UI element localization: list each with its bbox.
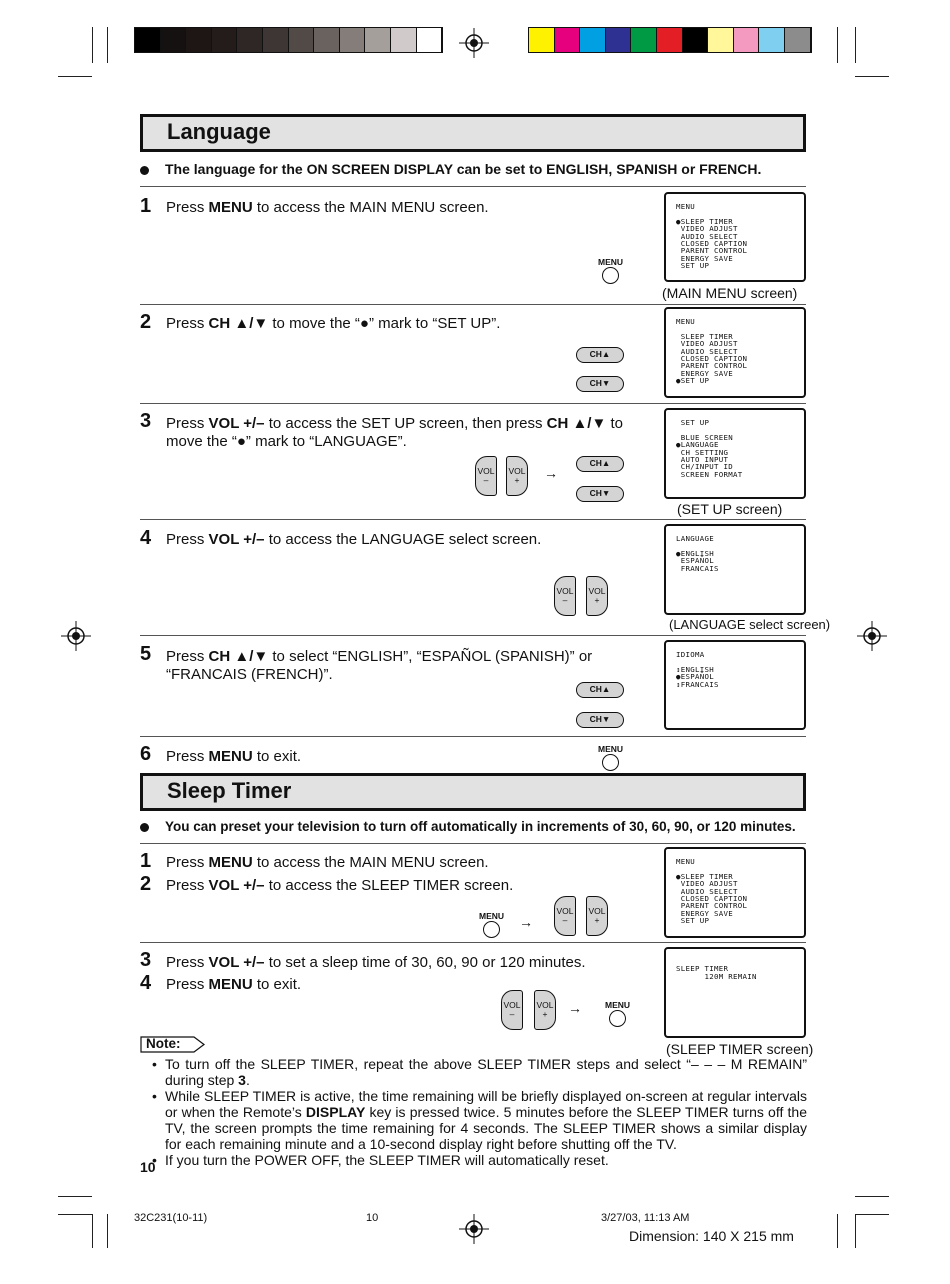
screen-line: SET UP xyxy=(676,916,710,926)
screen-line: SCREEN FORMAT xyxy=(676,469,743,479)
notes-list xyxy=(152,1056,807,1168)
step-number: 2 xyxy=(140,311,152,333)
crop-mark xyxy=(107,27,108,63)
color-swatch xyxy=(631,28,657,52)
color-swatch xyxy=(606,28,632,52)
ch-up-button[interactable]: CH▲ xyxy=(576,347,624,363)
crop-mark xyxy=(855,1214,856,1248)
gray-swatch xyxy=(340,28,366,52)
screen-line: AUDIO SELECT xyxy=(676,346,738,356)
registration-mark-icon xyxy=(61,621,91,651)
arrow-icon: → xyxy=(568,1000,582,1016)
footer-dimension: Dimension: 140 X 215 mm xyxy=(629,1228,794,1244)
screen-line: ↕FRANCAIS xyxy=(676,679,719,689)
menu-button[interactable] xyxy=(602,267,619,284)
language-section-title: Language xyxy=(140,114,806,152)
screen-line: MENU xyxy=(676,317,695,326)
screen-line: SLEEP TIMER xyxy=(676,964,729,974)
screen-line: VIDEO ADJUST xyxy=(676,339,738,349)
screen-line: CLOSED CAPTION xyxy=(676,239,748,249)
crop-mark xyxy=(855,27,856,63)
note-item: • To turn off the SLEEP TIMER, repeat the above SLEEP TIMER steps and select “– – – M REMAIN” during step 3. xyxy=(152,1056,807,1088)
screen-line: AUDIO SELECT xyxy=(676,886,738,896)
crop-mark xyxy=(855,76,889,77)
gray-swatch xyxy=(135,28,161,52)
screen-line: LANGUAGE xyxy=(676,534,714,543)
setup-screen xyxy=(664,408,806,499)
step-number: 5 xyxy=(140,643,152,665)
step-text: Press CH ▲/▼ to move the “●” mark to “SET UP”. xyxy=(166,315,501,332)
screen-line: FRANCAIS xyxy=(676,563,719,573)
screen-line: ●SLEEP TIMER xyxy=(676,871,733,881)
menu-button-label: MENU xyxy=(598,257,624,267)
ch-up-button[interactable]: CH▲ xyxy=(576,682,624,698)
screen-line: SET UP xyxy=(676,261,710,271)
sleep-timer-section-title: Sleep Timer xyxy=(140,773,806,811)
color-swatch xyxy=(529,28,555,52)
color-swatch xyxy=(657,28,683,52)
step-number: 2 xyxy=(140,873,152,895)
menu-button[interactable] xyxy=(483,921,500,938)
ch-down-button[interactable]: CH▼ xyxy=(576,376,624,392)
screen-line: IDIOMA xyxy=(676,650,705,659)
screen-line: CLOSED CAPTION xyxy=(676,354,748,364)
step-text: Press MENU to access the MAIN MENU screen. xyxy=(166,854,489,871)
crop-mark xyxy=(837,1214,838,1248)
screen-line: PARENT CONTROL xyxy=(676,901,748,911)
vol-plus-button[interactable]: VOL + xyxy=(586,576,608,616)
crop-mark xyxy=(107,1214,108,1248)
step-number: 4 xyxy=(140,527,152,549)
screen-line: ●LANGUAGE xyxy=(676,440,719,450)
language-intro: The language for the ON SCREEN DISPLAY can be set to ENGLISH, SPANISH or FRENCH. xyxy=(140,161,761,177)
screen-line: ENERGY SAVE xyxy=(676,368,733,378)
footer-job: 32C231(10-11) xyxy=(134,1212,208,1224)
screen-line: VIDEO ADJUST xyxy=(676,879,738,889)
screen-line: CH SETTING xyxy=(676,447,729,457)
color-swatch xyxy=(785,28,811,52)
menu-button-label: MENU xyxy=(605,1000,631,1010)
step-number: 4 xyxy=(140,972,152,994)
step-text: Press VOL +/– to access the SET UP screen, then press CH ▲/▼ to move the “●” mark to “LANGUAGE”. xyxy=(166,415,624,450)
crop-mark xyxy=(92,1214,93,1248)
arrow-icon: → xyxy=(544,465,558,481)
screen-line: AUTO INPUT xyxy=(676,455,729,465)
screen-line: AUDIO SELECT xyxy=(676,231,738,241)
vol-minus-button[interactable]: VOL – xyxy=(554,896,576,936)
screen-line: SLEEP TIMER xyxy=(676,331,733,341)
gray-swatch xyxy=(212,28,238,52)
arrow-icon: → xyxy=(519,914,533,930)
crop-mark xyxy=(58,1196,92,1197)
note-item: • While SLEEP TIMER is active, the time remaining will be briefly displayed on-screen at regular intervals or when the Remote’s DISPLAY key is pressed twice. 5 minutes before the SLEEP TIMER turns off the TV, the screen prompts the time remaining for 4 seconds. The SLEEP TIMER shows a similar display for each remaining minute and a 10-second display right before shutting off the TV. xyxy=(152,1088,807,1152)
main-menu-setup-screen xyxy=(664,307,806,398)
registration-mark-icon xyxy=(459,1214,489,1244)
main-menu-screen xyxy=(664,192,806,282)
gray-scale-bar xyxy=(134,27,443,53)
screen-line: ●SLEEP TIMER xyxy=(676,216,733,226)
color-swatch xyxy=(708,28,734,52)
registration-mark-icon xyxy=(459,28,489,58)
note-label: Note: xyxy=(146,1036,181,1051)
ch-down-button[interactable]: CH▼ xyxy=(576,486,624,502)
step-text: Press VOL +/– to access the SLEEP TIMER screen. xyxy=(166,877,514,894)
note-item: • If you turn the POWER OFF, the SLEEP TIMER will automatically reset. xyxy=(152,1152,807,1168)
ch-up-button[interactable]: CH▲ xyxy=(576,456,624,472)
idioma-screen xyxy=(664,640,806,730)
color-swatch xyxy=(759,28,785,52)
menu-button-label: MENU xyxy=(479,911,505,921)
color-swatch xyxy=(580,28,606,52)
step-text: Press MENU to exit. xyxy=(166,748,302,765)
crop-mark xyxy=(855,1196,889,1197)
vol-plus-button[interactable]: VOL + xyxy=(534,990,556,1030)
page-number: 10 xyxy=(140,1159,156,1175)
color-swatch xyxy=(555,28,581,52)
screen-line: ENERGY SAVE xyxy=(676,253,733,263)
crop-mark xyxy=(58,1214,92,1215)
step-text: Press MENU to access the MAIN MENU screen. xyxy=(166,199,489,216)
screen-line: ↕ENGLISH xyxy=(676,664,714,674)
color-swatch xyxy=(734,28,760,52)
step-text: Press VOL +/– to set a sleep time of 30, 60, 90 or 120 minutes. xyxy=(166,954,586,971)
screen-line: ●ESPAÑOL xyxy=(676,672,714,682)
language-select-screen xyxy=(664,524,806,615)
vol-plus-button[interactable]: VOL + xyxy=(586,896,608,936)
color-swatch xyxy=(683,28,709,52)
screen-line: MENU xyxy=(676,857,695,866)
step-text: Press MENU to exit. xyxy=(166,976,302,993)
screen-line: ENERGY SAVE xyxy=(676,908,733,918)
registration-mark-icon xyxy=(857,621,887,651)
gray-swatch xyxy=(161,28,187,52)
screen-line: PARENT CONTROL xyxy=(676,246,748,256)
screen-line: VIDEO ADJUST xyxy=(676,224,738,234)
gray-swatch xyxy=(391,28,417,52)
gray-swatch xyxy=(314,28,340,52)
screen-caption: (LANGUAGE select screen) xyxy=(669,617,831,632)
screen-line: ESPAÑOL xyxy=(676,556,714,566)
screen-line: MENU xyxy=(676,202,695,211)
color-process-bar xyxy=(528,27,812,53)
crop-mark xyxy=(92,27,93,63)
footer-page: 10 xyxy=(366,1212,379,1224)
crop-mark xyxy=(58,76,92,77)
sleep-timer-intro: You can preset your television to turn off automatically in increments of 30, 60, 90, or 120 minutes. xyxy=(140,819,796,834)
screen-line: ●ENGLISH xyxy=(676,548,714,558)
screen-line: CH/INPUT ID xyxy=(676,462,733,472)
menu-button-label: MENU xyxy=(598,744,624,754)
step-number: 3 xyxy=(140,949,152,971)
step-number: 6 xyxy=(140,743,152,765)
gray-swatch xyxy=(237,28,263,52)
screen-line: 120M REMAIN xyxy=(676,971,757,981)
crop-mark xyxy=(855,1214,889,1215)
screen-line: ●SET UP xyxy=(676,376,710,386)
step-text: Press VOL +/– to access the LANGUAGE select screen. xyxy=(166,531,542,548)
vol-minus-button[interactable]: VOL – xyxy=(554,576,576,616)
screen-line: BLUE SCREEN xyxy=(676,432,733,442)
screen-caption: (SET UP screen) xyxy=(677,501,783,517)
vol-plus-button[interactable]: VOL + xyxy=(506,456,528,496)
step-number: 1 xyxy=(140,195,152,217)
step-text: Press CH ▲/▼ to select “ENGLISH”, “ESPAÑOL (SPANISH)” or “FRANCAIS (FRENCH)”. xyxy=(166,648,593,683)
gray-swatch xyxy=(263,28,289,52)
menu-button[interactable] xyxy=(609,1010,626,1027)
screen-line: PARENT CONTROL xyxy=(676,361,748,371)
ch-down-button[interactable]: CH▼ xyxy=(576,712,624,728)
sleep-timer-screen xyxy=(664,947,806,1038)
step-number: 1 xyxy=(140,850,152,872)
vol-minus-button[interactable]: VOL – xyxy=(475,456,497,496)
step-number: 3 xyxy=(140,410,152,432)
gray-swatch xyxy=(365,28,391,52)
gray-swatch xyxy=(417,28,443,52)
sleep-main-menu-screen xyxy=(664,847,806,938)
vol-minus-button[interactable]: VOL – xyxy=(501,990,523,1030)
crop-mark xyxy=(837,27,838,63)
screen-line: SET UP xyxy=(676,418,710,427)
footer-date: 3/27/03, 11:13 AM xyxy=(601,1212,690,1224)
screen-line: CLOSED CAPTION xyxy=(676,894,748,904)
screen-caption: (MAIN MENU screen) xyxy=(662,285,798,301)
gray-swatch xyxy=(289,28,315,52)
screen-caption: (SLEEP TIMER screen) xyxy=(666,1041,814,1057)
menu-button[interactable] xyxy=(602,754,619,771)
gray-swatch xyxy=(186,28,212,52)
